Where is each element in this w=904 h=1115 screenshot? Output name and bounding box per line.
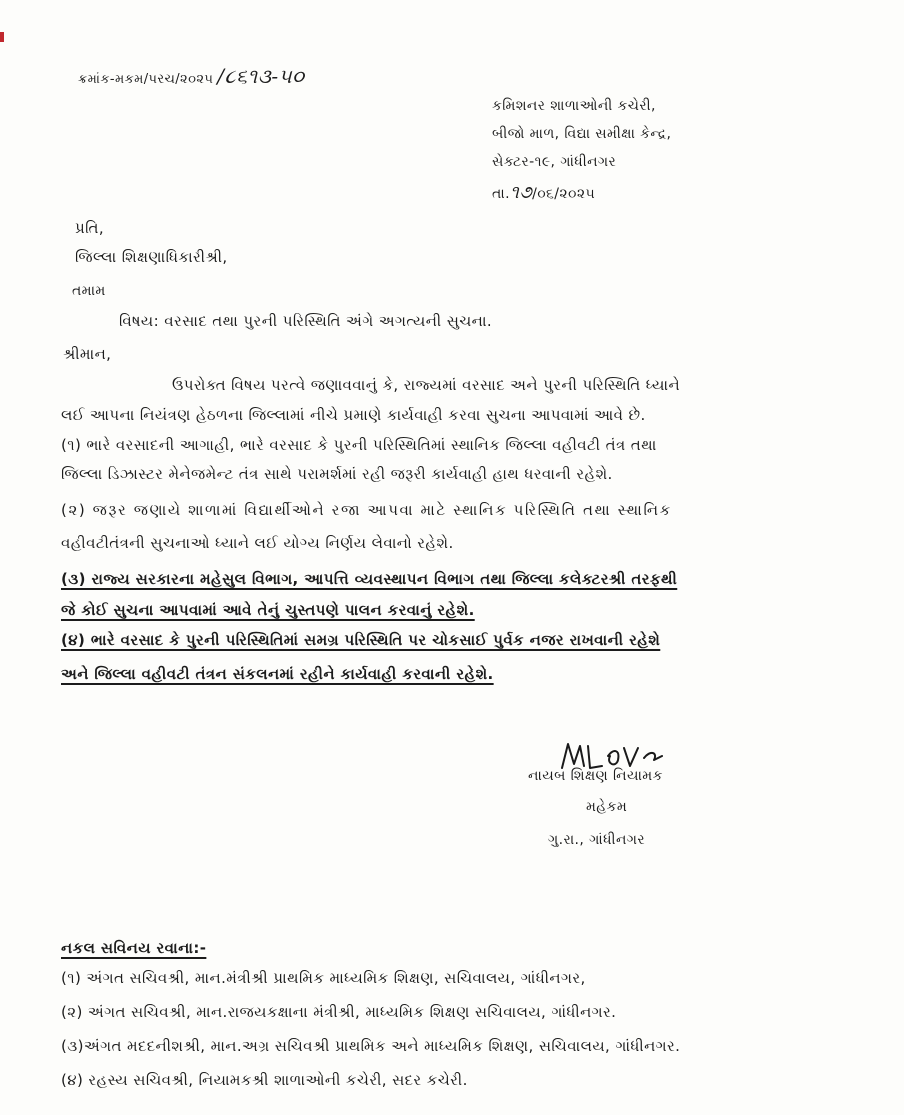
point-2-line-1: (૨) જરૂર જણાયે શાળામાં વિદ્યાર્થીઓને રજા આપવા માટે સ્થાનિક પરિસ્થિતિ તથા સ્થાનિક: [61, 501, 672, 519]
intro-line-1: ઉપરોક્ત વિષય પરત્વે જણાવવાનું કે, રાજ્યમાં વરસાદ અને પુરની પરિસ્થિતિ ધ્યાને: [172, 376, 681, 394]
copies-heading: નકલ સવિનય રવાના:-: [61, 939, 207, 957]
subject-line: વિષય: વરસાદ તથા પુરની પરિસ્થિતિ અંગે અગત્યની સુચના.: [119, 312, 493, 330]
office-line-3: સેક્ટર-૧૯, ગાંધીનગર: [492, 154, 617, 170]
copy-item-2: (૨) અંગત સચિવશ્રી, માન.રાજયકક્ષાના મંત્રીશ્રી, માધ્યમિક શિક્ષણ સચિવાલય, ગાંધીનગર.: [61, 1003, 617, 1021]
point-3-line-2: જે કોઈ સુચના આપવામાં આવે તેનું ચુસ્તપણે પાલન કરવાનું રહેશે.: [61, 601, 475, 619]
reference-handwritten-number: /૮૬૧૩-૫૦: [217, 64, 305, 88]
date-prefix: તા.: [492, 186, 510, 202]
copy-item-4: (૪) રહસ્ય સચિવશ્રી, નિયામકશ્રી શાળાઓની કચેરી, સદર કચેરી.: [61, 1071, 468, 1089]
point-1-line-2: જિલ્લા ડિઝાસ્ટર મેનેજમેન્ટ તંત્ર સાથે પરામર્શમાં રહી જરૂરી કાર્યવાહી હાથ ધરવાની રહેશે.: [61, 465, 613, 483]
date-rest: /૦૬/૨૦૨૫: [532, 186, 596, 202]
signatory-place: ગુ.રા., ગાંધીનગર: [548, 832, 646, 848]
intro-line-2: લઈ આપના નિયંત્રણ હેઠળના જિલ્લામાં નીચે પ્રમાણે કાર્યવાહી કરવા સુચના આપવામાં આવે છે.: [61, 406, 646, 424]
salutation: શ્રીમાન,: [63, 345, 112, 363]
recipient-all: તમામ: [72, 283, 106, 299]
copy-item-1: (૧) અંગત સચિવશ્રી, માન.મંત્રીશ્રી પ્રાથમિક માધ્યમિક શિક્ષણ, સચિવાલય, ગાંધીનગર,: [61, 969, 586, 987]
reference-prefix: ક્રમાંક-મકમ/પરચ/૨૦૨૫: [78, 72, 214, 87]
recipient-prati: પ્રતિ,: [75, 219, 105, 237]
point-2-line-2: વહીવટીતંત્રની સુચનાઓ ધ્યાને લઈ યોગ્ય નિર્ણય લેવાનો રહેશે.: [61, 534, 454, 552]
point-4-line-2: અને જિલ્લા વહીવટી તંત્રન સંકલનમાં રહીને કાર્યવાહી કરવાની રહેશે.: [61, 665, 494, 683]
copy-item-3: (૩)અંગત મદદનીશશ્રી, માન.અગ્ર સચિવશ્રી પ્રાથમિક અને માધ્યમિક શિક્ષણ, સચિવાલય, ગાંધીનગર.: [61, 1037, 681, 1055]
letter-date: [492, 183, 595, 204]
point-1-line-1: (૧) ભારે વરસાદની આગાહી, ભારે વરસાદ કે પુરની પરિસ્થિતિમાં સ્થાનિક જિલ્લા વહીવટી તંત્ર તથા: [61, 436, 657, 454]
edge-mark: [0, 32, 4, 42]
date-day-handwritten: ૧૭: [509, 182, 533, 203]
office-line-1: કમિશનર શાળાઓની કચેરી,: [492, 98, 656, 114]
point-3-line-1: (૩) રાજ્ય સરકારના મહેસુલ વિભાગ, આપત્તિ વ્યવસ્થાપન વિભાગ તથા જિલ્લા કલેક્ટરશ્રી તરફથી: [61, 570, 678, 588]
reference-number: [78, 66, 305, 90]
recipient-name: જિલ્લા શિક્ષણાધિકારીશ્રી,: [75, 248, 228, 266]
signatory-title: નાયબ શિક્ષણ નિયામક: [528, 768, 663, 784]
point-4-line-1: (૪) ભારે વરસાદ કે પુરની પરિસ્થિતિમાં સમગ્ર પરિસ્થિતિ પર ચોકસાઈ પુર્વક નજર રાખવાની રહેશે: [61, 631, 661, 649]
signatory-department: મહેકમ: [586, 799, 628, 815]
office-line-2: બીજો માળ, વિદ્યા સમીક્ષા કેન્દ્ર,: [492, 126, 672, 142]
